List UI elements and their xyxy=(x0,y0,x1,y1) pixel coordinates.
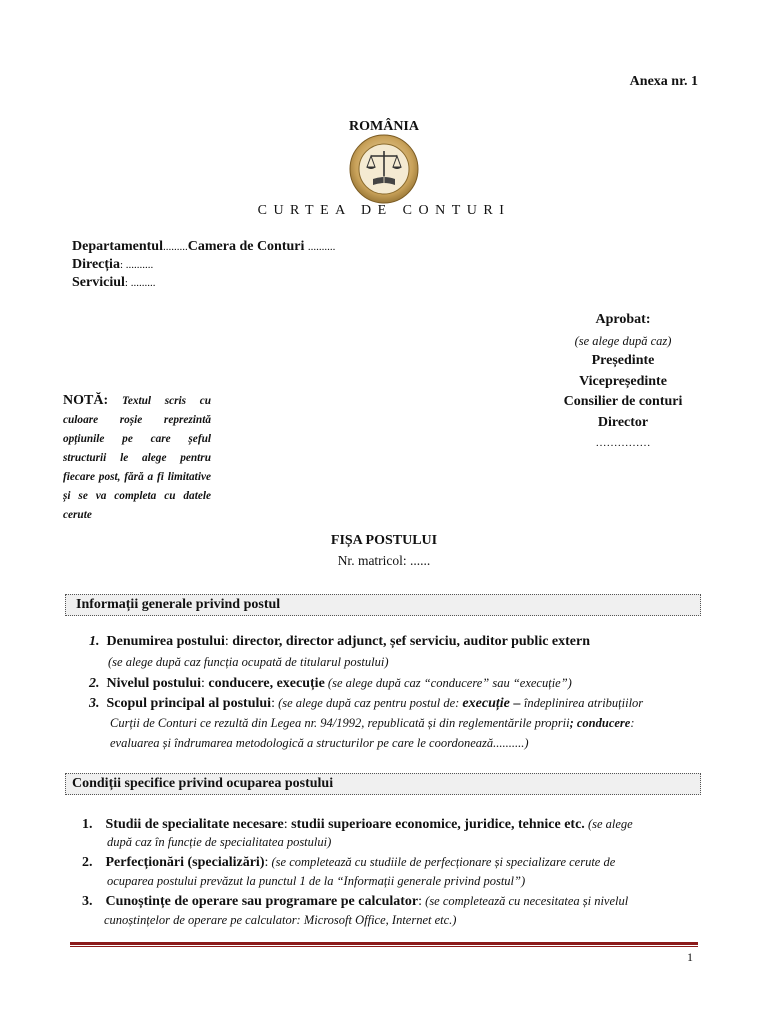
institution-seal-icon xyxy=(349,134,419,204)
item-number: 3. xyxy=(89,696,100,711)
item-value: conducere, execuție xyxy=(204,676,325,691)
item-subnote: cunoștințelor de operare pe calculator: Microsoft Office, Internet etc.) xyxy=(104,913,457,927)
item-label: Perfecționări (specializări) xyxy=(105,855,265,870)
item-note: : xyxy=(630,716,635,730)
approval-role: Vicepreședinte xyxy=(579,373,667,389)
item-label: Cunoștințe de operare sau programare pe calculator xyxy=(105,894,419,909)
approval-title: Aprobat: xyxy=(595,312,651,327)
item-number: 3. xyxy=(82,894,93,909)
approval-dots: …………… xyxy=(595,437,651,449)
department-value: Camera de Conturi xyxy=(187,239,305,254)
item-number: 2. xyxy=(89,676,100,691)
item-keyword: ; conducere xyxy=(569,716,631,730)
list-item xyxy=(82,853,615,872)
item-note: (se completează cu necesitatea și nivelul xyxy=(422,894,629,908)
department-dots: ......... xyxy=(163,241,188,253)
item-label: Scopul principal al postului xyxy=(106,696,272,711)
section-general-info: Informații generale privind postul xyxy=(65,594,701,616)
item-keyword: execuție xyxy=(462,696,510,711)
item-number: 1. xyxy=(82,817,93,832)
approval-role: Director xyxy=(597,414,649,430)
item-note: Curții de Conturi ce rezultă din Legea nr. 94/1992, republicată și din reglementările proprii xyxy=(110,716,570,730)
item-label: Denumirea postului xyxy=(106,634,225,649)
list-item xyxy=(89,633,590,651)
item-sep: : xyxy=(201,676,205,691)
service-dots: : ......... xyxy=(124,277,156,289)
list-item xyxy=(89,674,572,693)
department-block xyxy=(72,238,335,292)
item-sep: : xyxy=(264,855,269,870)
note-block xyxy=(63,391,211,524)
document-title: FIȘA POSTULUI xyxy=(330,533,438,548)
list-item xyxy=(82,892,628,911)
note-label: NOTĂ: xyxy=(63,393,109,408)
approval-role: Președinte xyxy=(591,353,655,368)
approval-note: (se alege după caz) xyxy=(574,333,672,348)
annex-number: Anexa nr. 1 xyxy=(629,74,698,89)
note-text: Textul scris cu culoare roșie reprezintă opțiunile pe care șeful structurii le alege pentru fiecare post, fără a fi limitative și se va completa cu datele cerute xyxy=(63,395,212,521)
approval-block xyxy=(520,310,726,454)
department-dots-2: .......... xyxy=(307,241,336,253)
direction-label: Direcția xyxy=(72,257,120,272)
item-subnote: ocuparea postului prevăzut la punctul 1 de la “Informații generale privind postul”) xyxy=(107,874,526,888)
footer-rule-thin xyxy=(70,946,698,947)
institution-name: CURTEA DE CONTURI xyxy=(257,203,511,218)
item-subnote: după caz în funcție de specialitatea postului) xyxy=(107,835,332,849)
matricol-number: Nr. matricol: ...... xyxy=(337,553,431,568)
item-note: (se completează cu studiile de perfecționare și specializare cerute de xyxy=(268,855,616,869)
item-subnote: (se alege după caz funcția ocupată de titularul postului) xyxy=(108,655,389,669)
item-sep: : xyxy=(283,817,288,832)
direction-dots: : .......... xyxy=(119,259,154,271)
item-number: 2. xyxy=(82,855,93,870)
section-specific-conditions: Condiții specifice privind ocuparea postului xyxy=(65,773,701,795)
item-note: îndeplinirea atribuțiilor xyxy=(523,696,644,710)
approval-role: Consilier de conturi xyxy=(563,394,683,409)
department-line xyxy=(72,238,335,256)
list-item xyxy=(89,694,643,713)
item-sep: : xyxy=(271,696,275,711)
service-line xyxy=(72,274,335,292)
item-value: studii superioare economice, juridice, tehnice etc. xyxy=(287,817,585,832)
item-note: (se alege după caz “conducere” sau “execuție”) xyxy=(324,676,572,690)
item-value: director, director adjunct, șef serviciu, auditor public extern xyxy=(228,634,591,649)
item-sep: : xyxy=(224,634,229,649)
country-heading: ROMÂNIA xyxy=(349,119,419,134)
page-number: 1 xyxy=(687,950,693,964)
item-dash: – xyxy=(509,696,524,711)
direction-line xyxy=(72,256,335,274)
item-subnote: evaluarea și îndrumarea metodologică a structurilor pe care le coordonează..........) xyxy=(110,736,529,750)
item-note: (se alege după caz pentru postul de: xyxy=(274,696,463,710)
footer-rule xyxy=(70,942,698,945)
item-label: Studii de specialitate necesare xyxy=(105,817,284,832)
item-subnote xyxy=(110,714,635,732)
item-sep: : xyxy=(418,894,423,909)
department-label: Departamentul xyxy=(72,239,163,254)
item-number: 1. xyxy=(89,634,100,649)
service-label: Serviciul xyxy=(72,275,125,290)
item-note: (se alege xyxy=(584,817,633,831)
list-item xyxy=(82,815,633,834)
item-label: Nivelul postului xyxy=(106,676,202,691)
